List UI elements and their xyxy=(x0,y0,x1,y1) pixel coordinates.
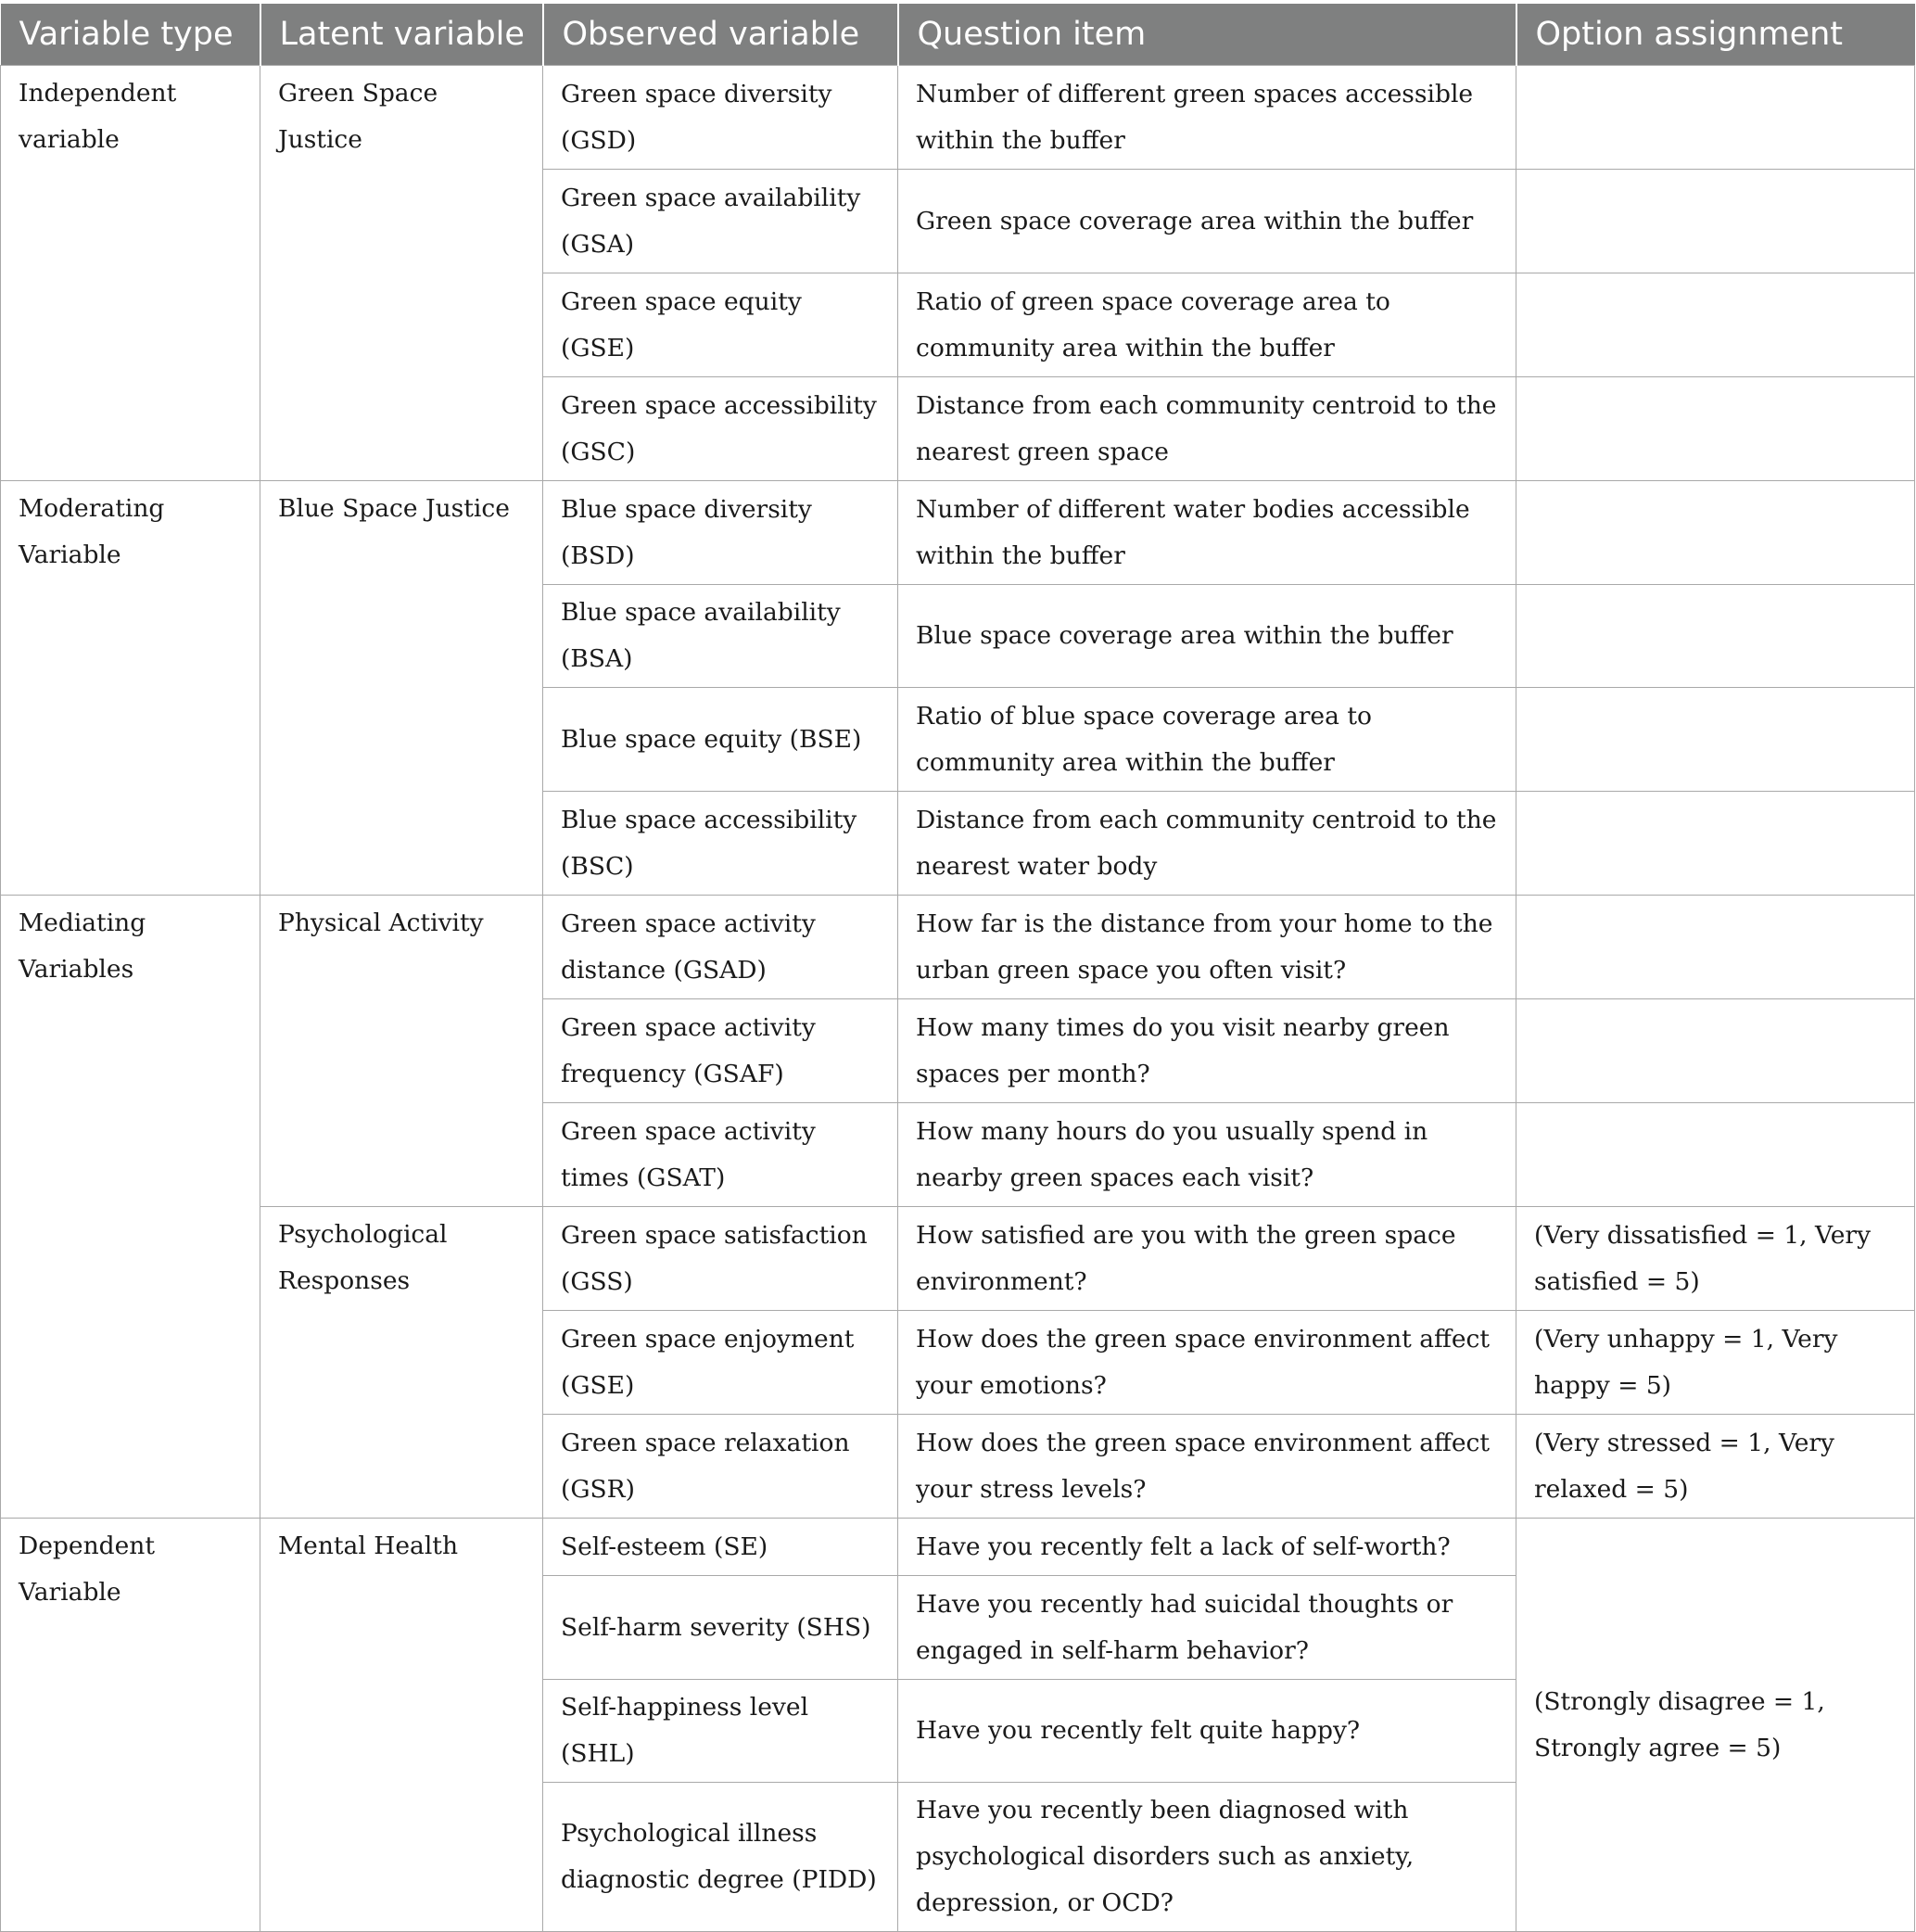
variable-type-cell: Independent variable xyxy=(1,66,260,481)
question-item-cell: Number of different water bodies accessible within the buffer xyxy=(898,481,1516,585)
option-assignment-cell xyxy=(1516,273,1915,377)
header-latent-variable: Latent variable xyxy=(260,4,543,66)
option-assignment-cell: (Very dissatisfied = 1, Very satisfied = 5) xyxy=(1516,1207,1915,1311)
option-assignment-cell: (Strongly disagree = 1, Strongly agree = 5) xyxy=(1516,1519,1915,1932)
observed-variable-cell: Green space availability (GSA) xyxy=(543,170,898,273)
question-item-cell: Have you recently felt quite happy? xyxy=(898,1680,1516,1783)
variables-table xyxy=(0,4,1915,1932)
question-item-cell: How many hours do you usually spend in nearby green spaces each visit? xyxy=(898,1103,1516,1207)
option-assignment-cell: (Very stressed = 1, Very relaxed = 5) xyxy=(1516,1415,1915,1519)
observed-variable-cell: Self-happiness level (SHL) xyxy=(543,1680,898,1783)
variables-table-container xyxy=(0,4,1914,1932)
variable-type-cell: Moderating Variable xyxy=(1,481,260,896)
question-item-cell: How far is the distance from your home to the urban green space you often visit? xyxy=(898,896,1516,999)
header-option-assignment: Option assignment xyxy=(1516,4,1915,66)
observed-variable-cell: Green space accessibility (GSC) xyxy=(543,377,898,481)
observed-variable-cell: Green space diversity (GSD) xyxy=(543,66,898,170)
observed-variable-cell: Green space equity (GSE) xyxy=(543,273,898,377)
question-item-cell: How many times do you visit nearby green spaces per month? xyxy=(898,999,1516,1103)
latent-variable-cell: Mental Health xyxy=(260,1519,543,1932)
latent-variable-cell: Physical Activity xyxy=(260,896,543,1207)
table-row xyxy=(1,1519,1915,1576)
observed-variable-cell: Green space activity distance (GSAD) xyxy=(543,896,898,999)
option-assignment-cell: (Very unhappy = 1, Very happy = 5) xyxy=(1516,1311,1915,1415)
observed-variable-cell: Green space satisfaction (GSS) xyxy=(543,1207,898,1311)
question-item-cell: Ratio of green space coverage area to community area within the buffer xyxy=(898,273,1516,377)
observed-variable-cell: Blue space accessibility (BSC) xyxy=(543,792,898,896)
observed-variable-cell: Green space activity frequency (GSAF) xyxy=(543,999,898,1103)
header-variable-type: Variable type xyxy=(1,4,260,66)
observed-variable-cell: Green space relaxation (GSR) xyxy=(543,1415,898,1519)
table-header-row xyxy=(1,4,1915,66)
observed-variable-cell: Self-esteem (SE) xyxy=(543,1519,898,1576)
observed-variable-cell: Self-harm severity (SHS) xyxy=(543,1576,898,1680)
question-item-cell: How satisfied are you with the green space environment? xyxy=(898,1207,1516,1311)
question-item-cell: Have you recently felt a lack of self-worth? xyxy=(898,1519,1516,1576)
question-item-cell: Green space coverage area within the buffer xyxy=(898,170,1516,273)
observed-variable-cell: Blue space equity (BSE) xyxy=(543,688,898,792)
question-item-cell: Ratio of blue space coverage area to community area within the buffer xyxy=(898,688,1516,792)
option-assignment-cell xyxy=(1516,377,1915,481)
observed-variable-cell: Green space activity times (GSAT) xyxy=(543,1103,898,1207)
option-assignment-cell xyxy=(1516,792,1915,896)
header-question-item: Question item xyxy=(898,4,1516,66)
variable-type-cell: Mediating Variables xyxy=(1,896,260,1519)
header-observed-variable: Observed variable xyxy=(543,4,898,66)
question-item-cell: Have you recently had suicidal thoughts or engaged in self-harm behavior? xyxy=(898,1576,1516,1680)
question-item-cell: How does the green space environment affect your emotions? xyxy=(898,1311,1516,1415)
question-item-cell: Distance from each community centroid to the nearest green space xyxy=(898,377,1516,481)
latent-variable-cell: Psychological Responses xyxy=(260,1207,543,1519)
latent-variable-cell: Green Space Justice xyxy=(260,66,543,481)
question-item-cell: Distance from each community centroid to the nearest water body xyxy=(898,792,1516,896)
option-assignment-cell xyxy=(1516,170,1915,273)
option-assignment-cell xyxy=(1516,896,1915,999)
observed-variable-cell: Blue space availability (BSA) xyxy=(543,585,898,688)
latent-variable-cell: Blue Space Justice xyxy=(260,481,543,896)
question-item-cell: How does the green space environment affect your stress levels? xyxy=(898,1415,1516,1519)
option-assignment-cell xyxy=(1516,1103,1915,1207)
question-item-cell: Have you recently been diagnosed with psychological disorders such as anxiety, depression, or OCD? xyxy=(898,1783,1516,1932)
option-assignment-cell xyxy=(1516,585,1915,688)
observed-variable-cell: Green space enjoyment (GSE) xyxy=(543,1311,898,1415)
question-item-cell: Blue space coverage area within the buffer xyxy=(898,585,1516,688)
question-item-cell: Number of different green spaces accessible within the buffer xyxy=(898,66,1516,170)
variable-type-cell: Dependent Variable xyxy=(1,1519,260,1932)
table-row xyxy=(1,896,1915,999)
option-assignment-cell xyxy=(1516,66,1915,170)
table-row xyxy=(1,66,1915,170)
option-assignment-cell xyxy=(1516,688,1915,792)
observed-variable-cell: Blue space diversity (BSD) xyxy=(543,481,898,585)
option-assignment-cell xyxy=(1516,999,1915,1103)
table-row xyxy=(1,481,1915,585)
option-assignment-cell xyxy=(1516,481,1915,585)
table-row xyxy=(1,1207,1915,1311)
observed-variable-cell: Psychological illness diagnostic degree (PIDD) xyxy=(543,1783,898,1932)
